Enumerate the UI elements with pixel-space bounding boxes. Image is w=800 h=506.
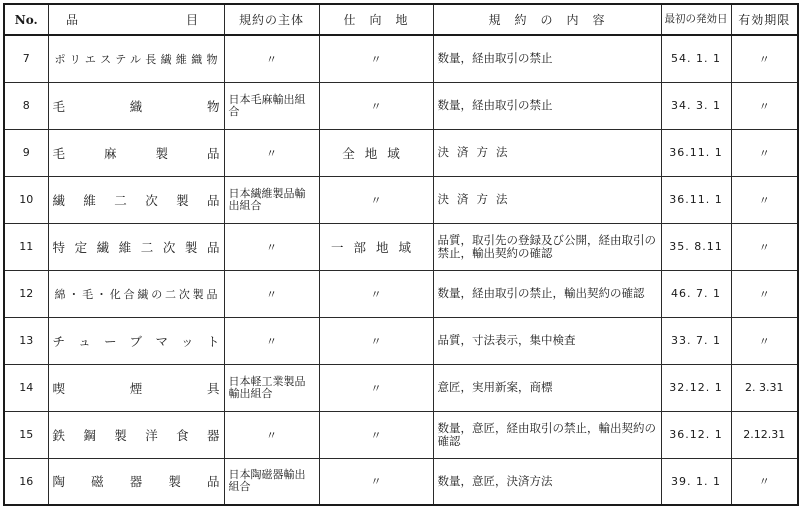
row-validity: 2.12.31	[731, 411, 798, 458]
row-body: 日本陶磁器輸出組合	[224, 458, 319, 505]
row-destination: 一部地域	[319, 223, 433, 270]
row-first-date: 36.11. 1	[661, 129, 731, 176]
row-item: ポリエステル長繊維織物	[48, 35, 224, 82]
row-item: チューブマット	[48, 317, 224, 364]
row-no: 14	[4, 364, 48, 411]
row-content: 数量，経由取引の禁止	[433, 35, 661, 82]
row-no: 9	[4, 129, 48, 176]
header-item: 品 目	[48, 4, 224, 35]
table-row	[4, 317, 798, 364]
header-destination: 仕 向 地	[319, 4, 433, 35]
row-body: 日本繊維製品輸出組合	[224, 176, 319, 223]
row-item: 繊維二次製品	[48, 176, 224, 223]
row-destination: 〃	[319, 364, 433, 411]
row-item: 綿・毛・化合繊の二次製品	[48, 270, 224, 317]
row-destination: 〃	[319, 458, 433, 505]
row-first-date: 36.11. 1	[661, 176, 731, 223]
row-validity: 〃	[731, 223, 798, 270]
row-content: 数量，経由取引の禁止	[433, 82, 661, 129]
row-content: 数量，意匠，経由取引の禁止，輸出契約の確認	[433, 411, 661, 458]
row-destination: 〃	[319, 270, 433, 317]
row-destination: 全地域	[319, 129, 433, 176]
row-content: 品質，寸法表示，集中検査	[433, 317, 661, 364]
row-item: 毛織物	[48, 82, 224, 129]
row-content: 品質，取引先の登録及び公開，経由取引の禁止，輸出契約の確認	[433, 223, 661, 270]
row-first-date: 46. 7. 1	[661, 270, 731, 317]
header-row	[4, 4, 798, 35]
table-row	[4, 223, 798, 270]
table-row	[4, 82, 798, 129]
row-no: 11	[4, 223, 48, 270]
row-first-date: 32.12. 1	[661, 364, 731, 411]
row-content: 決済方法	[433, 176, 661, 223]
row-first-date: 36.12. 1	[661, 411, 731, 458]
row-validity: 〃	[731, 317, 798, 364]
row-content: 決済方法	[433, 129, 661, 176]
row-validity: 〃	[731, 82, 798, 129]
table-row	[4, 270, 798, 317]
header-no: No.	[4, 4, 48, 35]
row-first-date: 39. 1. 1	[661, 458, 731, 505]
row-body: 〃	[224, 317, 319, 364]
table-row	[4, 364, 798, 411]
row-destination: 〃	[319, 411, 433, 458]
table-row	[4, 176, 798, 223]
row-body: 日本毛麻輸出組合	[224, 82, 319, 129]
row-content: 数量，経由取引の禁止，輸出契約の確認	[433, 270, 661, 317]
row-first-date: 33. 7. 1	[661, 317, 731, 364]
row-content: 数量，意匠，決済方法	[433, 458, 661, 505]
row-first-date: 35. 8.11	[661, 223, 731, 270]
row-destination: 〃	[319, 82, 433, 129]
row-no: 8	[4, 82, 48, 129]
row-no: 12	[4, 270, 48, 317]
table-row	[4, 411, 798, 458]
export-agreements-table	[3, 3, 799, 506]
row-validity: 〃	[731, 176, 798, 223]
row-validity: 〃	[731, 270, 798, 317]
table-row	[4, 35, 798, 82]
row-content: 意匠，実用新案，商標	[433, 364, 661, 411]
row-destination: 〃	[319, 317, 433, 364]
row-first-date: 54. 1. 1	[661, 35, 731, 82]
table-row	[4, 129, 798, 176]
table-body	[4, 35, 798, 505]
row-body: 〃	[224, 411, 319, 458]
table-header	[4, 4, 798, 35]
row-validity: 〃	[731, 458, 798, 505]
row-item: 陶磁器製品	[48, 458, 224, 505]
row-body: 〃	[224, 270, 319, 317]
row-no: 15	[4, 411, 48, 458]
header-body: 規約の主体	[224, 4, 319, 35]
row-first-date: 34. 3. 1	[661, 82, 731, 129]
table-row	[4, 458, 798, 505]
header-first-date: 最初の発効日	[661, 4, 731, 35]
row-body: 〃	[224, 223, 319, 270]
row-no: 16	[4, 458, 48, 505]
regulation-table-page	[3, 3, 797, 500]
row-body: 〃	[224, 129, 319, 176]
row-item: 喫煙具	[48, 364, 224, 411]
row-no: 7	[4, 35, 48, 82]
row-body: 〃	[224, 35, 319, 82]
row-body: 日本軽工業製品輸出組合	[224, 364, 319, 411]
row-item: 特定繊維二次製品	[48, 223, 224, 270]
row-validity: 〃	[731, 35, 798, 82]
row-no: 13	[4, 317, 48, 364]
row-validity: 2. 3.31	[731, 364, 798, 411]
header-content: 規 約 の 内 容	[433, 4, 661, 35]
row-destination: 〃	[319, 176, 433, 223]
header-validity: 有効期限	[731, 4, 798, 35]
row-item: 毛麻製品	[48, 129, 224, 176]
row-no: 10	[4, 176, 48, 223]
row-destination: 〃	[319, 35, 433, 82]
row-validity: 〃	[731, 129, 798, 176]
row-item: 鉄鋼製洋食器	[48, 411, 224, 458]
